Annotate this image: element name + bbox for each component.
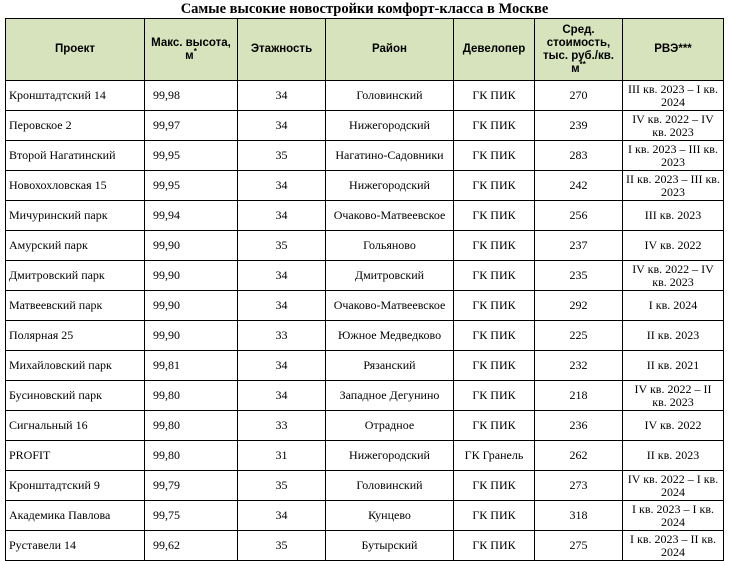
cell-height: 99,80: [145, 411, 238, 441]
cell-floors: 34: [238, 81, 326, 111]
cell-developer: ГК ПИК: [454, 501, 535, 531]
col-header-project: Проект: [6, 19, 145, 81]
col-header-rve: РВЭ***: [623, 19, 724, 81]
cell-developer: ГК ПИК: [454, 531, 535, 561]
cell-height: 99,80: [145, 441, 238, 471]
cell-height: 99,62: [145, 531, 238, 561]
cell-developer: ГК ПИК: [454, 231, 535, 261]
cell-price: 236: [535, 411, 623, 441]
table-row: [6, 81, 724, 111]
cell-rve: IV кв. 2022 – I кв. 2024: [623, 471, 724, 501]
cell-height: 99,97: [145, 111, 238, 141]
cell-developer: ГК ПИК: [454, 261, 535, 291]
cell-height: 99,95: [145, 171, 238, 201]
table-row: [6, 411, 724, 441]
cell-height: 99,90: [145, 261, 238, 291]
cell-developer: ГК ПИК: [454, 411, 535, 441]
cell-floors: 33: [238, 321, 326, 351]
cell-floors: 34: [238, 201, 326, 231]
cell-floors: 34: [238, 351, 326, 381]
cell-project: PROFIT: [6, 441, 145, 471]
cell-project: Матвеевский парк: [6, 291, 145, 321]
cell-height: 99,90: [145, 291, 238, 321]
cell-developer: ГК Гранель: [454, 441, 535, 471]
cell-price: 283: [535, 141, 623, 171]
table-body: [6, 81, 724, 561]
cell-developer: ГК ПИК: [454, 471, 535, 501]
col-header-developer: Девелопер: [454, 19, 535, 81]
col-header-height: [145, 19, 238, 81]
cell-floors: 34: [238, 291, 326, 321]
cell-project: Академика Павлова: [6, 501, 145, 531]
cell-district: Бутырский: [326, 531, 454, 561]
cell-floors: 33: [238, 411, 326, 441]
cell-price: 275: [535, 531, 623, 561]
table-title: Самые высокие новостройки комфорт-класса в Москве: [180, 1, 549, 17]
cell-project: Новохохловская 15: [6, 171, 145, 201]
cell-district: Нижегородский: [326, 171, 454, 201]
cell-floors: 34: [238, 261, 326, 291]
cell-floors: 34: [238, 111, 326, 141]
cell-floors: 31: [238, 441, 326, 471]
cell-height: 99,94: [145, 201, 238, 231]
cell-price: 292: [535, 291, 623, 321]
cell-price: 239: [535, 111, 623, 141]
cell-price: 262: [535, 441, 623, 471]
cell-price: 235: [535, 261, 623, 291]
cell-height: 99,80: [145, 381, 238, 411]
cell-project: Сигнальный 16: [6, 411, 145, 441]
cell-district: Нижегородский: [326, 441, 454, 471]
table-row: [6, 351, 724, 381]
cell-price: 270: [535, 81, 623, 111]
cell-height: 99,90: [145, 231, 238, 261]
cell-rve: II кв. 2021: [623, 351, 724, 381]
cell-floors: 35: [238, 531, 326, 561]
table-row: [6, 231, 724, 261]
cell-project: Кронштадтский 14: [6, 81, 145, 111]
table-row: [6, 141, 724, 171]
cell-project: Амурский парк: [6, 231, 145, 261]
cell-floors: 34: [238, 501, 326, 531]
cell-rve: IV кв. 2022 – II кв. 2023: [623, 381, 724, 411]
cell-price: 218: [535, 381, 623, 411]
table-row: [6, 291, 724, 321]
cell-price: 237: [535, 231, 623, 261]
cell-height: 99,98: [145, 81, 238, 111]
cell-price: 232: [535, 351, 623, 381]
cell-district: Дмитровский: [326, 261, 454, 291]
table-row: [6, 501, 724, 531]
footnote-mark: **: [579, 59, 586, 69]
cell-district: Нижегородский: [326, 111, 454, 141]
cell-rve: I кв. 2023 – I кв. 2024: [623, 501, 724, 531]
cell-rve: I кв. 2023 – III кв. 2023: [623, 141, 724, 171]
cell-developer: ГК ПИК: [454, 111, 535, 141]
col-header-price-label: Сред. стоимость, тыс. руб./кв. м: [542, 23, 615, 75]
table-row: [6, 531, 724, 561]
cell-rve: II кв. 2023: [623, 321, 724, 351]
cell-height: 99,81: [145, 351, 238, 381]
cell-district: Отрадное: [326, 411, 454, 441]
cell-rve: I кв. 2024: [623, 291, 724, 321]
data-table: [5, 18, 724, 561]
col-header-floors: Этажность: [238, 19, 326, 81]
col-header-price: [535, 19, 623, 81]
cell-project: Бусиновский парк: [6, 381, 145, 411]
table-row: [6, 171, 724, 201]
cell-developer: ГК ПИК: [454, 291, 535, 321]
cell-floors: 35: [238, 471, 326, 501]
table-row: [6, 261, 724, 291]
cell-height: 99,75: [145, 501, 238, 531]
cell-height: 99,79: [145, 471, 238, 501]
cell-project: Полярная 25: [6, 321, 145, 351]
cell-rve: III кв. 2023: [623, 201, 724, 231]
cell-rve: III кв. 2023 – I кв. 2024: [623, 81, 724, 111]
cell-project: Дмитровский парк: [6, 261, 145, 291]
cell-rve: IV кв. 2022 – IV кв. 2023: [623, 261, 724, 291]
cell-height: 99,95: [145, 141, 238, 171]
table-row: [6, 471, 724, 501]
col-header-height-label: Макс. высота, м: [151, 36, 231, 62]
cell-project: Руставели 14: [6, 531, 145, 561]
footnote-mark: *: [193, 46, 197, 56]
cell-district: Гольяново: [326, 231, 454, 261]
cell-developer: ГК ПИК: [454, 201, 535, 231]
table-row: [6, 381, 724, 411]
cell-floors: 34: [238, 381, 326, 411]
cell-price: 256: [535, 201, 623, 231]
cell-developer: ГК ПИК: [454, 81, 535, 111]
cell-project: Перовское 2: [6, 111, 145, 141]
cell-district: Головинский: [326, 471, 454, 501]
cell-price: 318: [535, 501, 623, 531]
cell-floors: 34: [238, 171, 326, 201]
cell-rve: IV кв. 2022: [623, 231, 724, 261]
col-header-district: Район: [326, 19, 454, 81]
cell-rve: II кв. 2023: [623, 441, 724, 471]
cell-price: 242: [535, 171, 623, 201]
cell-district: Очаково-Матвеевское: [326, 291, 454, 321]
cell-rve: II кв. 2023 – III кв. 2023: [623, 171, 724, 201]
cell-district: Западное Дегунино: [326, 381, 454, 411]
table-row: [6, 201, 724, 231]
cell-price: 225: [535, 321, 623, 351]
cell-district: Южное Медведково: [326, 321, 454, 351]
cell-project: Мичуринский парк: [6, 201, 145, 231]
cell-developer: ГК ПИК: [454, 141, 535, 171]
cell-rve: IV кв. 2022: [623, 411, 724, 441]
header-row: [6, 19, 724, 81]
cell-project: Второй Нагатинский: [6, 141, 145, 171]
cell-developer: ГК ПИК: [454, 171, 535, 201]
cell-developer: ГК ПИК: [454, 351, 535, 381]
cell-district: Головинский: [326, 81, 454, 111]
cell-rve: IV кв. 2022 – IV кв. 2023: [623, 111, 724, 141]
cell-rve: I кв. 2023 – II кв. 2024: [623, 531, 724, 561]
cell-floors: 35: [238, 141, 326, 171]
table-row: [6, 111, 724, 141]
cell-price: 273: [535, 471, 623, 501]
cell-floors: 35: [238, 231, 326, 261]
table-row: [6, 441, 724, 471]
cell-project: Кронштадтский 9: [6, 471, 145, 501]
cell-district: Кунцево: [326, 501, 454, 531]
cell-district: Очаково-Матвеевское: [326, 201, 454, 231]
cell-developer: ГК ПИК: [454, 381, 535, 411]
cell-project: Михайловский парк: [6, 351, 145, 381]
table-row: [6, 321, 724, 351]
cell-height: 99,90: [145, 321, 238, 351]
cell-district: Нагатино-Садовники: [326, 141, 454, 171]
cell-district: Рязанский: [326, 351, 454, 381]
cell-developer: ГК ПИК: [454, 321, 535, 351]
